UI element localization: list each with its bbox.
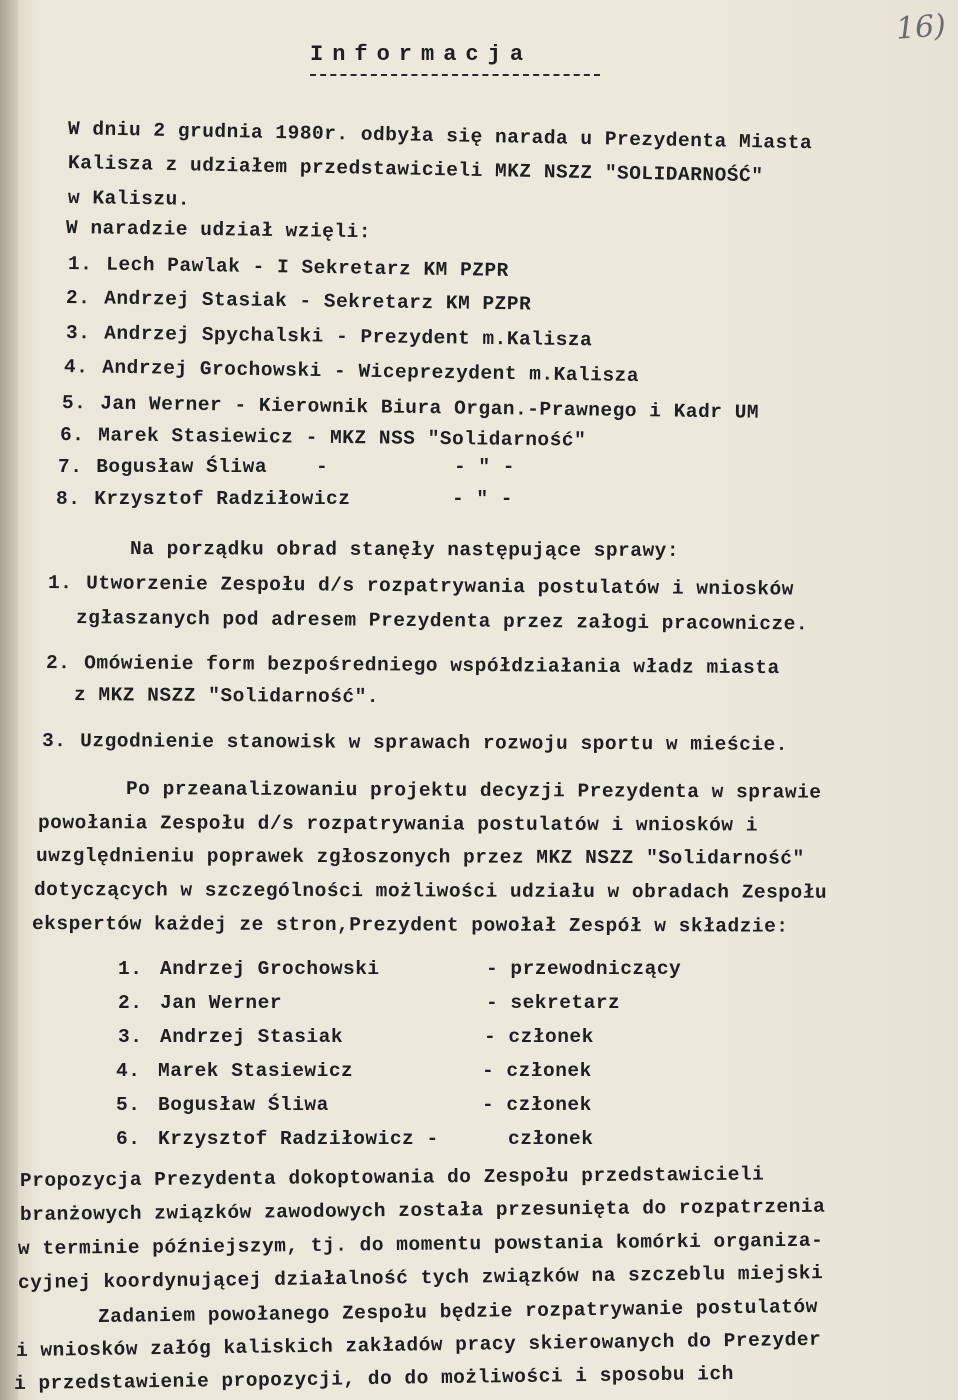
intro-line: W naradzie udział wzięli: — [65, 217, 372, 244]
proposal-line: branżowych związków zawodowych została przesunięta do rozpatrzenia — [19, 1195, 826, 1226]
team-number: 1. — [118, 958, 143, 980]
participant-role: - I Sekretarz KM PZPR — [252, 255, 510, 282]
intro-line: Kalisza z udziałem przedstawicieli MKZ NSZZ "SOLIDARNOŚĆ" — [67, 152, 764, 188]
participant-row — [66, 322, 593, 351]
participant-role: - Prezydent m.Kalisza — [335, 325, 593, 352]
participant-name: Andrzej Grochowski — [102, 356, 322, 383]
agenda-number: 2. — [45, 652, 71, 675]
participant-role: - Sekretarz KM PZPR — [299, 290, 532, 316]
agenda-number: 3. — [41, 730, 67, 753]
task-line: Zadaniem powołanego Zespołu będzie rozpatrywanie postulatów — [97, 1295, 819, 1328]
agenda-intro: Na porządku obrad stanęły następujące sprawy: — [129, 538, 680, 562]
participant-number: 6. — [59, 424, 85, 447]
analysis-line: powołania Zespołu d/s rozpatrywania postulatów i wniosków i — [37, 812, 758, 837]
participant-number: 8. — [56, 488, 81, 510]
participant-name: Andrzej Spychalski — [104, 322, 324, 348]
participant-number: 7. — [58, 456, 83, 478]
team-member-role: - sekretarz — [486, 992, 621, 1014]
agenda-text-continued: z MKZ NSZZ "Solidarność". — [73, 684, 380, 709]
participant-role: - MKZ NSS "Solidarność" — [305, 426, 587, 452]
document-title: Informacja — [310, 42, 533, 67]
participant-role: - — [316, 456, 329, 478]
participant-name: Jan Werner — [100, 392, 223, 417]
team-member-name: Jan Werner — [160, 992, 283, 1014]
participant-name: Andrzej Stasiak — [104, 287, 288, 313]
agenda-item — [48, 572, 794, 601]
participant-number: 3. — [65, 322, 91, 345]
analysis-line: uwzględnieniu poprawek zgłoszonych przez MKZ NSZZ "Solidarność" — [35, 845, 805, 870]
participant-number: 4. — [63, 356, 89, 379]
participant-row — [66, 287, 532, 315]
analysis-line: ekspertów każdej ze stron,Prezydent powołał Zespół w składzie: — [31, 913, 789, 938]
agenda-item — [42, 730, 788, 756]
handwritten-page-number: 16) — [894, 8, 948, 47]
participant-row — [58, 456, 618, 478]
intro-line: w Kaliszu. — [67, 187, 191, 211]
team-member-role: - członek — [482, 1094, 592, 1116]
participant-number: 1. — [67, 253, 93, 276]
team-member-role: członek — [508, 1128, 594, 1150]
proposal-line: cyjnej koordynującej działalność tych związków na szczeblu miejski — [17, 1262, 824, 1294]
task-line: i przedstawienie propozycji, do do możliwości i sposobu ich — [13, 1362, 735, 1395]
team-number: 2. — [118, 992, 143, 1014]
team-member-row — [116, 1060, 736, 1084]
task-line: i wniosków załóg kaliskich zakładów pracy skierowanych do Prezyder — [15, 1328, 822, 1362]
page-fold-shadow — [0, 0, 18, 1400]
team-member-name: Andrzej Stasiak — [160, 1026, 344, 1048]
agenda-item — [46, 652, 780, 679]
proposal-line: w terminie późniejszym, tj. do momentu powstania komórki organiza- — [17, 1229, 824, 1260]
title-underline — [310, 74, 600, 76]
agenda-text-continued: zgłaszanych pod adresem Prezydenta przez załogi pracownicze. — [75, 607, 809, 636]
team-member-row — [118, 992, 738, 1016]
participant-name: Bogusław Śliwa — [96, 456, 268, 478]
participant-number: 5. — [61, 392, 87, 415]
team-number: 3. — [118, 1026, 143, 1048]
team-member-row — [116, 1094, 736, 1118]
intro-line: W dniu 2 grudnia 1980r. odbyła się narada u Prezydenta Miasta — [67, 118, 813, 155]
analysis-line: Po przeanalizowaniu projektu decyzji Prezydenta w sprawie — [125, 778, 822, 804]
team-member-name: Krzysztof Radziłowicz - — [158, 1128, 439, 1150]
agenda-text: Uzgodnienie stanowisk w sprawach rozwoju sportu w mieście. — [80, 730, 788, 756]
participant-row — [56, 488, 616, 510]
team-member-role: - członek — [484, 1026, 594, 1048]
team-member-row — [116, 1128, 736, 1152]
analysis-line: dotyczących w szczególności możliwości udziału w obradach Zespołu — [33, 879, 828, 904]
team-member-row — [118, 1026, 738, 1050]
team-member-name: Bogusław Śliwa — [158, 1094, 329, 1116]
ditto-mark: - " - — [452, 488, 514, 510]
participant-role: - Kierownik Biura Organ.-Prawnego i Kadr UM — [234, 394, 760, 424]
agenda-text: Utworzenie Zespołu d/s rozpatrywania postulatów i wniosków — [86, 572, 794, 601]
team-member-role: - członek — [482, 1060, 592, 1082]
ditto-mark: - " - — [454, 456, 516, 478]
team-member-role: - przewodniczący — [486, 958, 682, 980]
agenda-number: 1. — [47, 572, 73, 595]
team-number: 4. — [116, 1060, 141, 1082]
agenda-text: Omówienie form bezpośredniego współdziałania władz miasta — [84, 652, 780, 680]
proposal-line: Propozycja Prezydenta dokoptowania do Zespołu przedstawicieli — [19, 1163, 765, 1192]
participant-row — [60, 424, 586, 452]
participant-row — [64, 356, 639, 387]
team-number: 5. — [116, 1094, 141, 1116]
participant-name: Lech Pawlak — [106, 253, 241, 278]
team-member-name: Marek Stasiewicz — [158, 1060, 354, 1082]
participant-name: Marek Stasiewicz — [98, 424, 294, 449]
participant-row — [68, 253, 509, 282]
participant-role: - Wiceprezydent m.Kalisza — [333, 360, 640, 388]
participant-name: Krzysztof Radziłowicz — [94, 488, 351, 510]
team-number: 6. — [116, 1128, 141, 1150]
participant-row — [62, 392, 759, 424]
team-member-row — [118, 958, 738, 982]
team-member-name: Andrzej Grochowski — [160, 958, 380, 980]
participant-number: 2. — [65, 287, 91, 310]
